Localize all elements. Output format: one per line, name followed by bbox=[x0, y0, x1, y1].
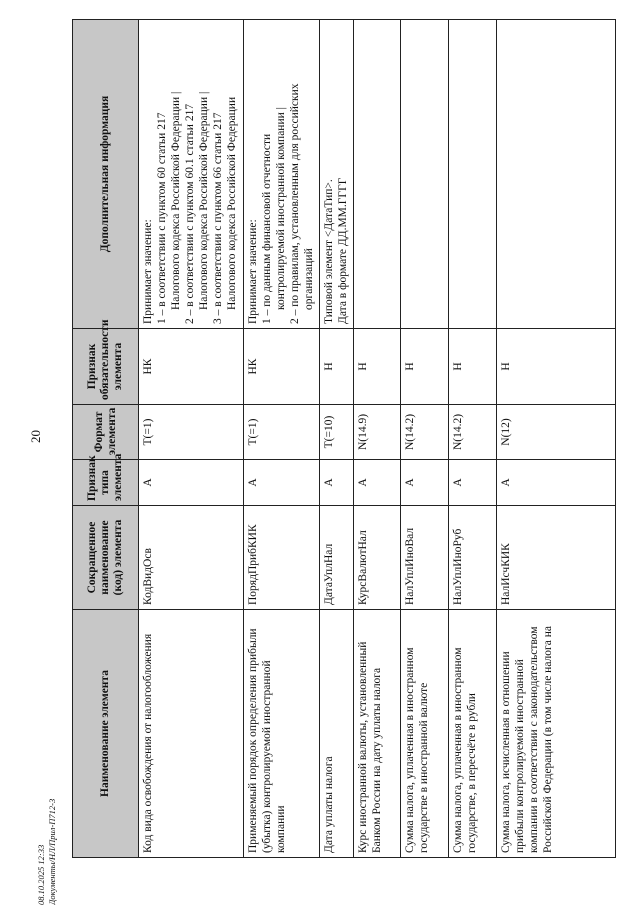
info-line: Принимает значение: bbox=[246, 219, 259, 324]
cell-info bbox=[497, 20, 616, 329]
cell-info bbox=[400, 20, 448, 329]
cell-required: Н bbox=[354, 329, 400, 405]
info-line: 2 – по правилам, установленным для российских bbox=[288, 83, 301, 324]
elements-table bbox=[72, 19, 616, 858]
cell-type: А bbox=[400, 460, 448, 506]
cell-type: А bbox=[354, 460, 400, 506]
cell-required: НК bbox=[243, 329, 319, 405]
cell-required: Н bbox=[400, 329, 448, 405]
cell-format: T(=10) bbox=[320, 405, 354, 460]
cell-required: НК bbox=[139, 329, 244, 405]
info-line: Принимает значение: bbox=[142, 219, 154, 324]
page-number: 20 bbox=[28, 430, 43, 443]
cell-name: Применяемый порядок определения прибыли (убытка) контролируемой иностранной компании bbox=[243, 610, 319, 858]
cell-type: А bbox=[497, 460, 616, 506]
cell-code: ДатаУплНал bbox=[320, 506, 354, 610]
info-line: Дата в формате ДД.ММ.ГГГГ bbox=[337, 177, 350, 324]
cell-required: Н bbox=[320, 329, 354, 405]
info-line: 2 – в соответствии с пунктом 60.1 статьи 217 bbox=[184, 103, 196, 324]
header-element-format: Формат элемента bbox=[73, 405, 139, 460]
cell-format: T(=1) bbox=[243, 405, 319, 460]
table-row bbox=[448, 20, 496, 858]
cell-info bbox=[320, 20, 354, 329]
header-element-required: Признак обязательности элемента bbox=[73, 329, 139, 405]
info-line: 1 – по данным финансовой отчетности bbox=[260, 133, 273, 324]
info-line: Налогового кодекса Российской Федерации bbox=[226, 96, 238, 310]
cell-info bbox=[243, 20, 319, 329]
footer-stamp bbox=[36, 765, 76, 905]
cell-name: Сумма налога, уплаченная в иностранном государстве в иностранной валюте bbox=[400, 610, 448, 858]
cell-required: Н bbox=[448, 329, 496, 405]
cell-type: А bbox=[243, 460, 319, 506]
cell-format: T(=1) bbox=[139, 405, 244, 460]
info-line: организаций bbox=[302, 248, 315, 310]
cell-info bbox=[354, 20, 400, 329]
table-header-row bbox=[73, 20, 139, 858]
elements-table-container bbox=[72, 20, 616, 858]
table-row bbox=[139, 20, 244, 858]
cell-name: Сумма налога, исчисленная в отношении прибыли контролируемой иностранной компании в соответствии с законодательством Российской Федерации (в том числе налога на bbox=[497, 610, 616, 858]
table-row bbox=[243, 20, 319, 858]
cell-name: Сумма налога, уплаченная в иностранном государстве, в пересчёте в рубли bbox=[448, 610, 496, 858]
cell-format: N(12) bbox=[497, 405, 616, 460]
cell-type: А bbox=[320, 460, 354, 506]
table-row bbox=[354, 20, 400, 858]
cell-code: КодВидОсв bbox=[139, 506, 244, 610]
cell-code: НалИсчКИК bbox=[497, 506, 616, 610]
cell-type: А bbox=[139, 460, 244, 506]
cell-required: Н bbox=[497, 329, 616, 405]
header-element-type: Признак типа элемента bbox=[73, 460, 139, 506]
table-row bbox=[400, 20, 448, 858]
cell-code: НалУплИноРуб bbox=[448, 506, 496, 610]
cell-name: Код вида освобождения от налогообложения bbox=[139, 610, 244, 858]
cell-name: Курс иностранной валюты, установленный Банком России на дату уплаты налога bbox=[354, 610, 400, 858]
header-element-name: Наименование элемента bbox=[73, 610, 139, 858]
footer-date: 08.10.2025 12:33 bbox=[36, 844, 46, 905]
cell-info bbox=[448, 20, 496, 329]
cell-format: N(14.2) bbox=[448, 405, 496, 460]
cell-info bbox=[139, 20, 244, 329]
cell-code: ПорядПрибКИК bbox=[243, 506, 319, 610]
cell-code: КурсВалютНал bbox=[354, 506, 400, 610]
info-line: Налогового кодекса Российской Федерации | bbox=[170, 91, 182, 310]
info-line: 1 – в соответствии с пунктом 60 статьи 217 bbox=[156, 112, 168, 324]
cell-type: А bbox=[448, 460, 496, 506]
info-line: 3 – в соответствии с пунктом 66 статьи 217 bbox=[212, 112, 224, 324]
cell-format: N(14.2) bbox=[400, 405, 448, 460]
table-row bbox=[497, 20, 616, 858]
cell-name: Дата уплаты налога bbox=[320, 610, 354, 858]
cell-format: N(14.9) bbox=[354, 405, 400, 460]
info-line: контролируемой иностранной компании | bbox=[274, 107, 287, 310]
info-line: Налогового кодекса Российской Федерации | bbox=[198, 91, 210, 310]
header-element-code: Сокращенное наименование (код) элемента bbox=[73, 506, 139, 610]
table-row bbox=[320, 20, 354, 858]
footer-path: Документы/НЛ/Прил-П712-3 bbox=[47, 798, 57, 905]
header-additional-info: Дополнительная информация bbox=[73, 20, 139, 329]
cell-code: НалУплИноВал bbox=[400, 506, 448, 610]
info-line: Типовой элемент <ДатаТип>. bbox=[323, 179, 336, 324]
